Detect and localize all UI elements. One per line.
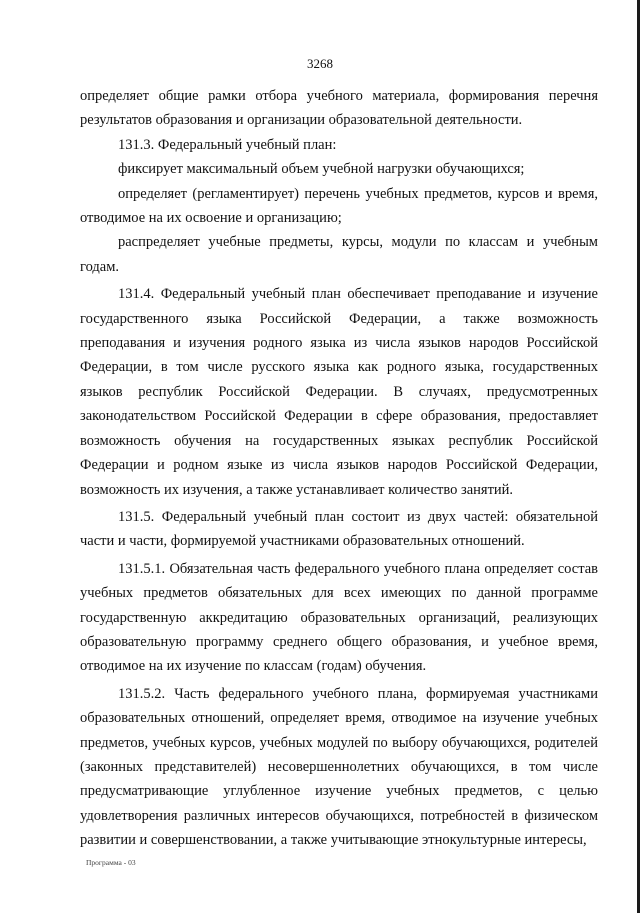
page-number: 3268: [307, 56, 333, 71]
paragraph-131-4: 131.4. Федеральный учебный план обеспечивает преподавание и изучение государственного языка Российской Федерации, а также возможность преподавания и изучения родного языка из числа языков народов Российской Федерации, в том числе русского языка как родного языка, государственных языков республик Российской Федерации. В случаях, предусмотренных законодательством Российской Федерации в сфере образования, предоставляет возможность обучения на государственных языках республик Российской Федерации и родном языке из числа языков народов Российской Федерации, возможность их изучения, а также устанавливает количество занятий.: [80, 286, 598, 498]
document-body: [80, 84, 598, 853]
paragraph-131-5-2: 131.5.2. Часть федерального учебного плана, формируемая участниками образовательных отношений, определяет время, отводимое на изучение учебных предметов, учебных курсов, учебных модулей по выбору обучающихся, родителей (законных представителей) несовершеннолетних обучающихся, в том числе предусматривающие углубленное изучение учебных предметов, с целью удовлетворения различных интересов обучающихся, потребностей в физическом развитии и совершенствовании, а также учитывающие этнокультурные интересы,: [80, 685, 598, 849]
paragraph-distributes: распределяет учебные предметы, курсы, модули по классам и учебным годам.: [80, 234, 598, 275]
paragraph-131-3: 131.3. Федеральный учебный план:: [118, 136, 337, 153]
paragraph-continuation: определяет общие рамки отбора учебного материала, формирования перечня результатов образования и организации образовательной деятельности.: [80, 88, 598, 129]
paragraph-fixes-load: фиксирует максимальный объем учебной нагрузки обучающихся;: [118, 161, 525, 178]
footer-label: Программа - 03: [86, 858, 136, 867]
paragraph-defines-list: определяет (регламентирует) перечень учебных предметов, курсов и время, отводимое на их освоение и организацию;: [80, 185, 598, 227]
paragraph-131-5: 131.5. Федеральный учебный план состоит из двух частей: обязательной части и части, формируемой участниками образовательных отношений.: [80, 508, 598, 550]
paragraph-131-5-1: 131.5.1. Обязательная часть федерального учебного плана определяет состав учебных предметов обязательных для всех имеющих по данной программе государственную аккредитацию образовательных организаций, реализующих образовательную программу среднего общего образования, и учебное время, отводимое на их изучение по классам (годам) обучения.: [80, 560, 598, 675]
